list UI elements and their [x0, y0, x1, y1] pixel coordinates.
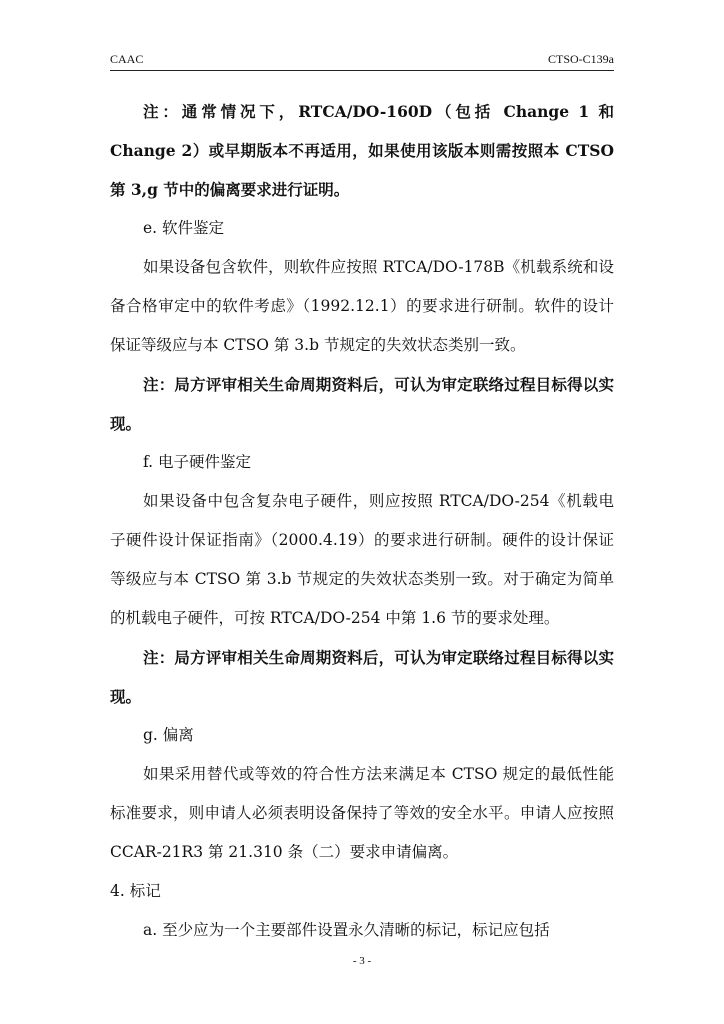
- document-body: [110, 92, 614, 950]
- note-do160d: 注：通常情况下，RTCA/DO-160D（包括 Change 1 和 Change 2）或早期版本不再适用，如果使用该版本则需按照本 CTSO 第 3,g 节中的偏离要求进行证明。: [110, 102, 614, 199]
- deviation-paragraph: 如果采用替代或等效的符合性方法来满足本 CTSO 规定的最低性能标准要求，则申请人必须表明设备保持了等效的安全水平。申请人应按照 CCAR-21R3 第 21.310 条（二）要求申请偏离。: [110, 765, 614, 861]
- section-f-heading: f. 电子硬件鉴定: [143, 453, 252, 471]
- note-hardware: 注：局方评审相关生命周期资料后，可认为审定联络过程目标得以实现。: [110, 648, 614, 706]
- section-g-heading: g. 偏离: [143, 726, 194, 744]
- hardware-paragraph: 如果设备中包含复杂电子硬件，则应按照 RTCA/DO-254《机载电子硬件设计保证指南》（2000.4.19）的要求进行研制。硬件的设计保证等级应与本 CTSO 第 3.b 节规定的失效状态类别一致。对于确定为简单的机载电子硬件，可按 RTCA/DO-254 中第 1.6 节的要求处理。: [110, 492, 614, 627]
- page-number: - 3 -: [352, 955, 372, 967]
- page-header: [110, 52, 614, 71]
- marking-paragraph-a: a. 至少应为一个主要部件设置永久清晰的标记，标记应包括: [143, 921, 550, 939]
- header-org: CAAC: [110, 52, 144, 66]
- section-e-heading: e. 软件鉴定: [143, 219, 225, 237]
- header-doc-id: CTSO-C139a: [548, 52, 614, 66]
- software-paragraph: 如果设备包含软件，则软件应按照 RTCA/DO-178B《机载系统和设备合格审定中的软件考虑》（1992.12.1）的要求进行研制。软件的设计保证等级应与本 CTSO 第 3.b 节规定的失效状态类别一致。: [110, 258, 614, 354]
- section-4-heading: 4. 标记: [110, 882, 161, 900]
- note-software: 注：局方评审相关生命周期资料后，可认为审定联络过程目标得以实现。: [110, 375, 614, 433]
